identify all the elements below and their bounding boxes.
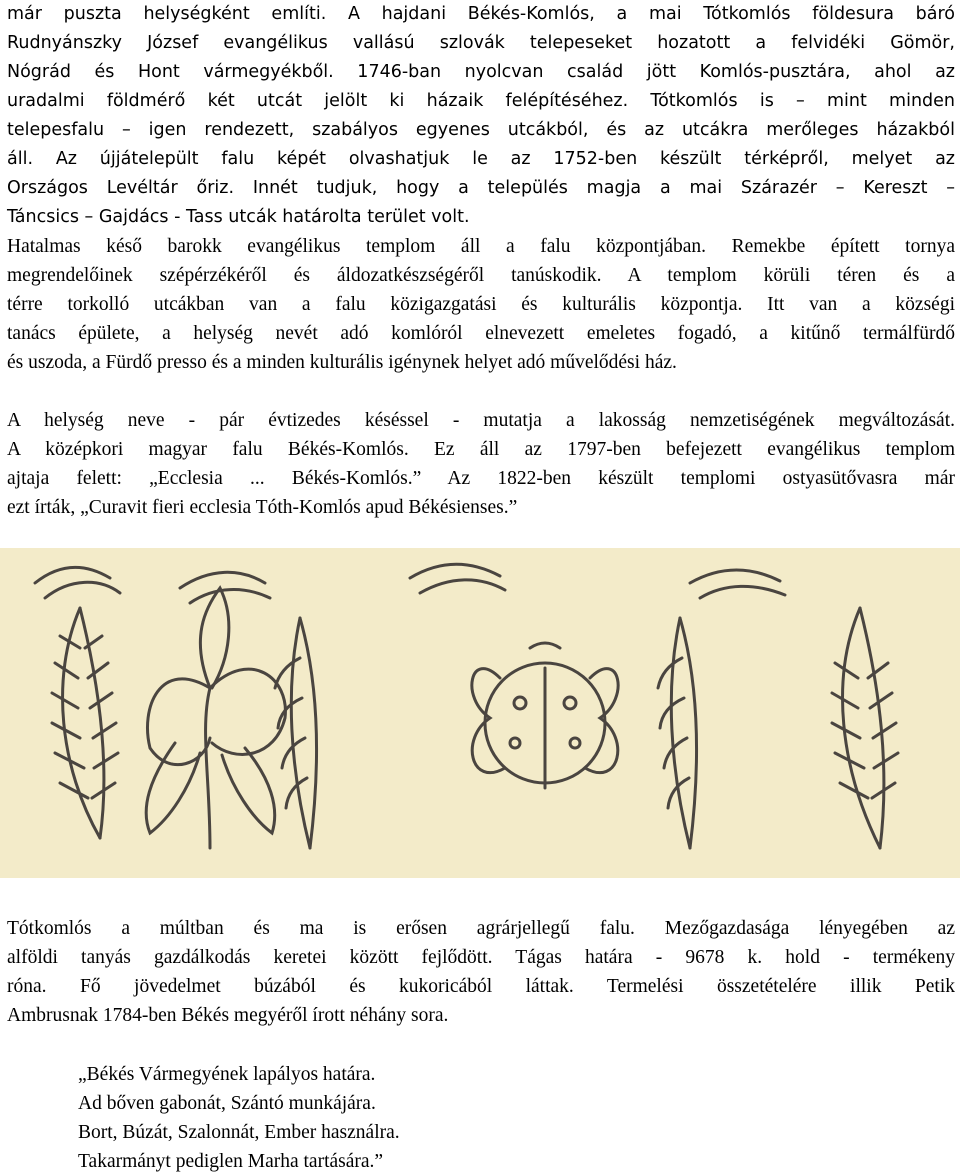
text-line: A helység neve - pár évtizedes késéssel - mutatja a lakosság nemzetiségének megváltozását.: [7, 410, 955, 431]
text-line: telepesfalu – igen rendezett, szabályos egyenes utcákból, és az utcákra merőleges házakból: [7, 120, 955, 140]
text-line: Táncsics – Gajdács - Tass utcák határolta terület volt.: [7, 207, 470, 227]
text-line: Tótkomlós a múltban és ma is erősen agrárjellegű falu. Mezőgazdasága lényegében az: [7, 918, 955, 939]
text-line: ezt írták, „Curavit fieri ecclesia Tóth-Komlós apud Békésienses.”: [7, 497, 518, 518]
text-line: alföldi tanyás gazdálkodás keretei között fejlődött. Tágas határa - 9678 k. hold - termékeny: [7, 947, 955, 968]
text-line: ajtaja felett: „Ecclesia ... Békés-Komlós.” Az 1822-ben készült templomi ostyasütővasra már: [7, 468, 955, 489]
text-line: Országos Levéltár őriz. Innét tudjuk, hogy a település magja a mai Szárazér – Kereszt –: [7, 178, 955, 198]
text-line: térre torkolló utcákban van a falu közigazgatási és kulturális központja. Itt van a községi: [7, 294, 955, 315]
text-line: A középkori magyar falu Békés-Komlós. Ez áll az 1797-ben befejezett evangélikus templom: [7, 439, 955, 460]
text-line: megrendelőinek szépérzékéről és áldozatkészségéről tanúskodik. A templom körüli téren és a: [7, 265, 955, 286]
text-line: Rudnyánszky József evangélikus vallású szlovák telepeseket hozatott a felvidéki Gömör,: [7, 33, 955, 53]
paragraph-agriculture: [7, 914, 955, 1030]
text-line: uradalmi földmérő két utcát jelölt ki házaik felépítéséhez. Tótkomlós is – mint minden: [7, 91, 955, 111]
paragraph-settlement-history: [7, 0, 955, 232]
text-line: Ambrusnak 1784-ben Békés megyéről írott néhány sora.: [7, 1005, 449, 1026]
text-line: már puszta helységként említi. A hajdani Békés-Komlós, a mai Tótkomlós földesura báró: [7, 4, 955, 24]
paragraph-church: [7, 232, 955, 377]
poem-line: „Békés Vármegyének lapályos határa.: [78, 1064, 376, 1085]
text-line: áll. Az újjátelepült falu képét olvashatjuk le az 1752-ben készült térképről, melyet az: [7, 149, 955, 169]
poem-quote: [78, 1060, 400, 1176]
text-line: és uszoda, a Fürdő presso és a minden kulturális igénynek helyet adó művelődési ház.: [7, 352, 677, 373]
poem-line: Ad bőven gabonát, Szántó munkájára.: [78, 1093, 376, 1114]
text-line: tanács épülete, a helység nevét adó komlóról elnevezett emeletes fogadó, a kitűnő termálfürdő: [7, 323, 955, 344]
poem-line: Takarmányt pediglen Marha tartására.”: [78, 1151, 384, 1172]
text-line: Nógrád és Hont vármegyékből. 1746-ban nyolcvan család jött Komlós-pusztára, ahol az: [7, 62, 955, 82]
text-line: Hatalmas késő barokk evangélikus templom áll a falu központjában. Remekbe épített tornya: [7, 236, 955, 257]
poem-line: Bort, Búzát, Szalonnát, Ember használra.: [78, 1122, 400, 1143]
paragraph-name-history: [7, 406, 955, 522]
text-line: róna. Fő jövedelmet búzából és kukoricából láttak. Termelési összetételére illik Petik: [7, 976, 955, 997]
folk-embroidery-ornament-image: [0, 548, 960, 878]
